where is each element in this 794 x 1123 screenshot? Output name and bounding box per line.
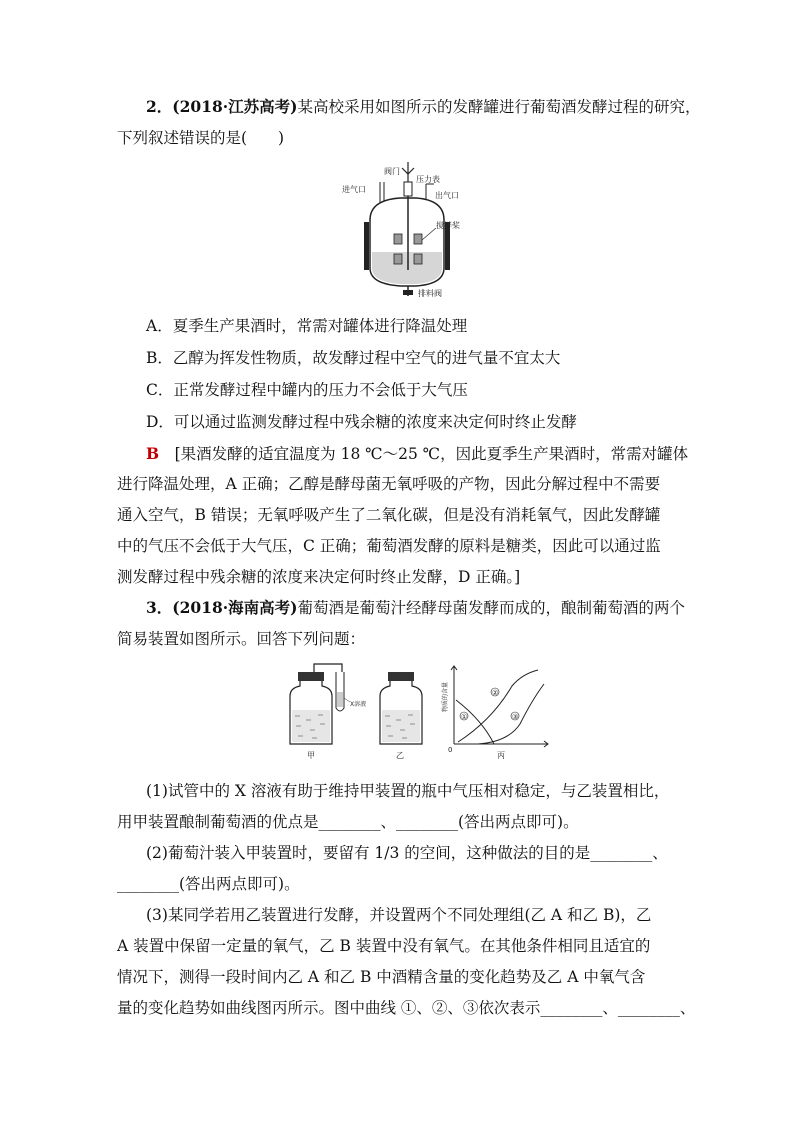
- q3-stem-line-1: [146, 597, 685, 619]
- q2-option-d: D．可以通过监测发酵过程中残余糖的浓度来决定何时终止发酵: [146, 413, 577, 431]
- q2-stem-line-2: 下列叙述错误的是( ): [117, 129, 285, 147]
- q3-sub3-line-4: 量的变化趋势如曲线图丙所示。图中曲线 ①、②、③依次表示________、________、: [117, 999, 696, 1017]
- fermenter-figure: [340, 160, 470, 300]
- q3-sub1-line-1: (1)试管中的 X 溶液有助于维持甲装置的瓶中气压相对稳定，与乙装置相比，: [146, 782, 670, 800]
- q2-option-b: B．乙醇为挥发性物质，故发酵过程中空气的进气量不宜太大: [146, 349, 561, 367]
- q2-answer-letter: B: [146, 444, 160, 463]
- label-bing: 丙: [497, 751, 505, 760]
- label-inlet: 进气口: [342, 185, 366, 194]
- curve-3: [478, 684, 544, 744]
- q2-explanation-line-4: 中的气压不会低于大气压，C 正确；葡萄酒发酵的原料是糖类，因此可以通过监: [117, 537, 661, 555]
- q3-sub3-line-1: (3)某同学若用乙装置进行发酵，并设置两个不同处理组(乙 A 和乙 B)，乙: [146, 906, 652, 924]
- q2-stem-line-1: [146, 96, 701, 118]
- q2-explanation-text-1: [果酒发酵的适宜温度为 18 ℃～25 ℃，因此夏季生产果酒时，常需对罐体: [174, 445, 689, 463]
- apparatus-figure: [282, 660, 552, 762]
- label-x-solution: X溶液: [350, 701, 367, 708]
- label-outlet: 出气口: [435, 191, 459, 200]
- q2-explanation-line-2: 进行降温处理，A 正确；乙醇是酵母菌无氧呼吸的产物，因此分解过程中不需要: [117, 475, 661, 493]
- q2-source: (2018·江苏高考): [172, 97, 298, 116]
- label-drain: 排料阀: [418, 289, 442, 298]
- label-curve-1: ①: [461, 713, 468, 721]
- q3-number: 3．: [146, 598, 173, 617]
- bottle-jia: [290, 664, 350, 744]
- q3-stem-line-2: 简易装置如图所示。回答下列问题：: [117, 630, 366, 648]
- bottle-yi: [380, 672, 422, 744]
- label-origin: 0: [448, 746, 453, 754]
- graph-bing: [451, 666, 548, 747]
- label-y-axis: 物质的含量: [442, 681, 449, 712]
- q2-stem-text-1: 某高校采用如图所示的发酵罐进行葡萄酒发酵过程的研究，: [297, 98, 701, 116]
- label-jia: 甲: [307, 751, 315, 760]
- q3-sub1-line-2: 用甲装置酿制葡萄酒的优点是________、________(答出两点即可)。: [117, 813, 579, 831]
- label-stirrer: 搅拌桨: [436, 221, 460, 230]
- q3-sub2-line-2: ________(答出两点即可)。: [117, 875, 300, 893]
- curve-2: [458, 670, 538, 742]
- q2-option-c: C．正常发酵过程中罐内的压力不会低于大气压: [146, 381, 468, 399]
- label-curve-3: ③: [512, 713, 519, 721]
- q3-sub3-line-2: A 装置中保留一定量的氧气，乙 B 装置中没有氧气。在其他条件相同且适宜的: [117, 937, 651, 955]
- q2-explanation-line-3: 通入空气，B 错误；无氧呼吸产生了二氧化碳，但是没有消耗氧气，因此发酵罐: [117, 506, 661, 524]
- q2-explanation-line-1: [146, 443, 688, 465]
- label-valve: 阀门: [384, 167, 400, 176]
- label-yi: 乙: [396, 751, 404, 760]
- curve-1: [456, 700, 494, 744]
- label-curve-2: ②: [492, 689, 499, 697]
- label-gauge: 压力表: [416, 175, 440, 184]
- q2-option-a: A．夏季生产果酒时，常需对罐体进行降温处理: [146, 317, 468, 335]
- q3-sub2-line-1: (2)葡萄汁装入甲装置时，要留有 1/3 的空间，这种做法的目的是________、: [146, 844, 668, 862]
- q3-stem-text-1: 葡萄酒是葡萄汁经酵母菌发酵而成的，酿制葡萄酒的两个: [297, 599, 686, 617]
- q2-number: 2．: [146, 97, 173, 116]
- q3-source: (2018·海南高考): [172, 598, 298, 617]
- q3-sub3-line-3: 情况下，测得一段时间内乙 A 和乙 B 中酒精含量的变化趋势及乙 A 中氧气含: [117, 968, 646, 986]
- q2-explanation-line-5: 测发酵过程中残余糖的浓度来决定何时终止发酵，D 正确。]: [117, 568, 521, 586]
